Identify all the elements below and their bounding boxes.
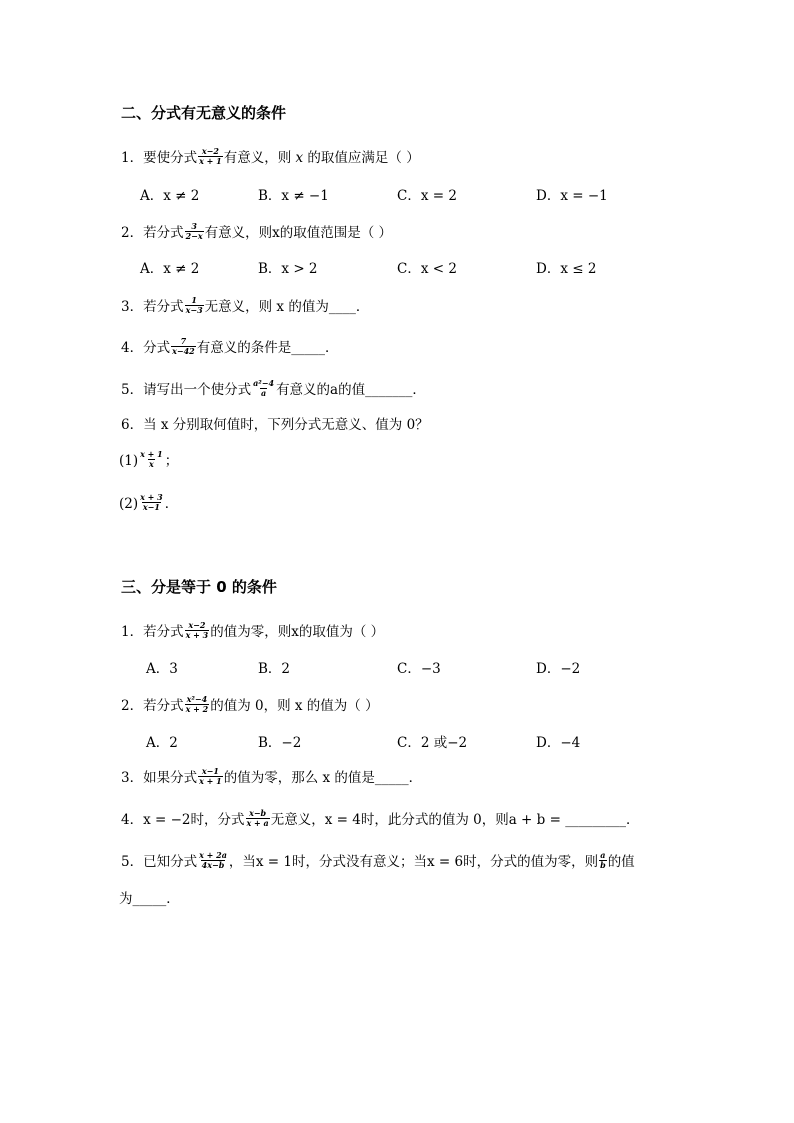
s3-q5: 5．已知分式 $\frac{x + 2a}{4x-b}$ ，当x = 1时，分式没有意义；当x = 6时，分式的值为零，则 $\frac{a}{b}$ 的值 xyxy=(121,850,635,870)
s2-q2-option-b: B．x > 2 xyxy=(258,261,318,277)
s3-q3-fraction: $\frac{x-1}{x + 1}$ xyxy=(199,766,222,786)
s2-q5: 5．请写出一个使分式 $\frac{\text{a²−4}}{a}$ 有意义的a的值_______． xyxy=(121,378,426,398)
s3-q4-fraction: $\frac{x-b}{x + a}$ xyxy=(246,808,269,828)
s3-q2-option-c: C．2 或−2 xyxy=(397,735,468,751)
s3-q2: 2．若分式 $\frac{\text{x²−4}}{x + 2}$ 的值为 0，则 x 的值为（ ） xyxy=(121,694,379,714)
s2-q1-option-b: B．x ≠ −1 xyxy=(258,188,329,204)
s2-q4: 4．分式 $\frac{7}{x-42}$ 有意义的条件是_____． xyxy=(121,336,339,356)
s2-q6-part1: (1) $\frac{x + 1}{x}$ ； xyxy=(119,449,179,469)
s3-q5-line2: 为_____． xyxy=(119,891,180,907)
s2-q2-fraction: $\frac{3}{2-x}$ xyxy=(185,221,203,241)
s3-q1-option-a: A．3 xyxy=(146,661,178,677)
s2-q3: 3．若分式 $\frac{1}{x-3}$ 无意义，则 x 的值为____． xyxy=(121,295,370,315)
s2-q2: 2．若分式 $\frac{3}{2-x}$ 有意义，则x的取值范围是（ ） xyxy=(121,221,393,241)
s2-q1-option-a: A．x ≠ 2 xyxy=(140,188,200,204)
s2-q6: 6．当 x 分别取何值时，下列分式无意义、值为 0？ xyxy=(121,417,429,433)
s3-q2-option-a: A．2 xyxy=(146,735,178,751)
s3-q5-ab-fraction: $\frac{a}{b}$ xyxy=(600,850,606,870)
s3-q1-option-b: B．2 xyxy=(258,661,291,677)
s2-q1-option-c: C．x = 2 xyxy=(397,188,457,204)
s2-q5-fraction: $\frac{\text{a²−4}}{a}$ xyxy=(253,378,275,398)
s2-q1-option-d: D．x = −1 xyxy=(536,188,608,204)
s2-q4-fraction: $\frac{7}{x-42}$ xyxy=(172,336,195,356)
s2-q6-part1-fraction: $\frac{x + 1}{x}$ xyxy=(140,449,163,469)
s3-q2-fraction: $\frac{\text{x²−4}}{x + 2}$ xyxy=(185,694,209,714)
section3-title: 三、分是等于 0 的条件 xyxy=(121,578,277,596)
s3-q2-option-d: D．−4 xyxy=(536,735,581,751)
s3-q4: 4．x = −2时，分式 $\frac{x-b}{x + a}$ 无意义，x = 4时，此分式的值为 0，则a + b = _________． xyxy=(121,808,640,828)
s2-q2-option-d: D．x ≤ 2 xyxy=(536,261,597,277)
s2-q6-part2-fraction: $\frac{x + 3}{x-1}$ xyxy=(140,492,163,512)
s2-q1-pre: 1．要使分式 xyxy=(121,150,198,166)
s2-q1-fraction: $\frac{x-2}{x + 1}$ xyxy=(199,146,222,166)
s3-q2-option-b: B．−2 xyxy=(258,735,302,751)
section2-title: 二、分式有无意义的条件 xyxy=(121,104,287,122)
s3-q1: 1．若分式 $\frac{x-2}{x + 3}$ 的值为零，则x的取值为（ ） xyxy=(121,620,385,640)
s3-q1-option-c: C．−3 xyxy=(397,661,441,677)
s2-q6-part2: (2) $\frac{x + 3}{x-1}$ ． xyxy=(119,492,179,512)
s3-q1-option-d: D．−2 xyxy=(536,661,581,677)
s2-q1: 1．要使分式 $\frac{x-2}{x + 1}$ 有意义，则 x 的取值应满足（ ） xyxy=(121,146,420,166)
s2-q2-option-c: C．x < 2 xyxy=(397,261,457,277)
s3-q1-fraction: $\frac{x-2}{x + 3}$ xyxy=(185,620,209,640)
s2-q2-option-a: A．x ≠ 2 xyxy=(140,261,200,277)
s2-q3-fraction: $\frac{1}{x-3}$ xyxy=(185,295,203,315)
s3-q5-fraction: $\frac{x + 2a}{4x-b}$ xyxy=(199,850,227,870)
s3-q3: 3．如果分式 $\frac{x-1}{x + 1}$ 的值为零，那么 x 的值是_____． xyxy=(121,766,423,786)
